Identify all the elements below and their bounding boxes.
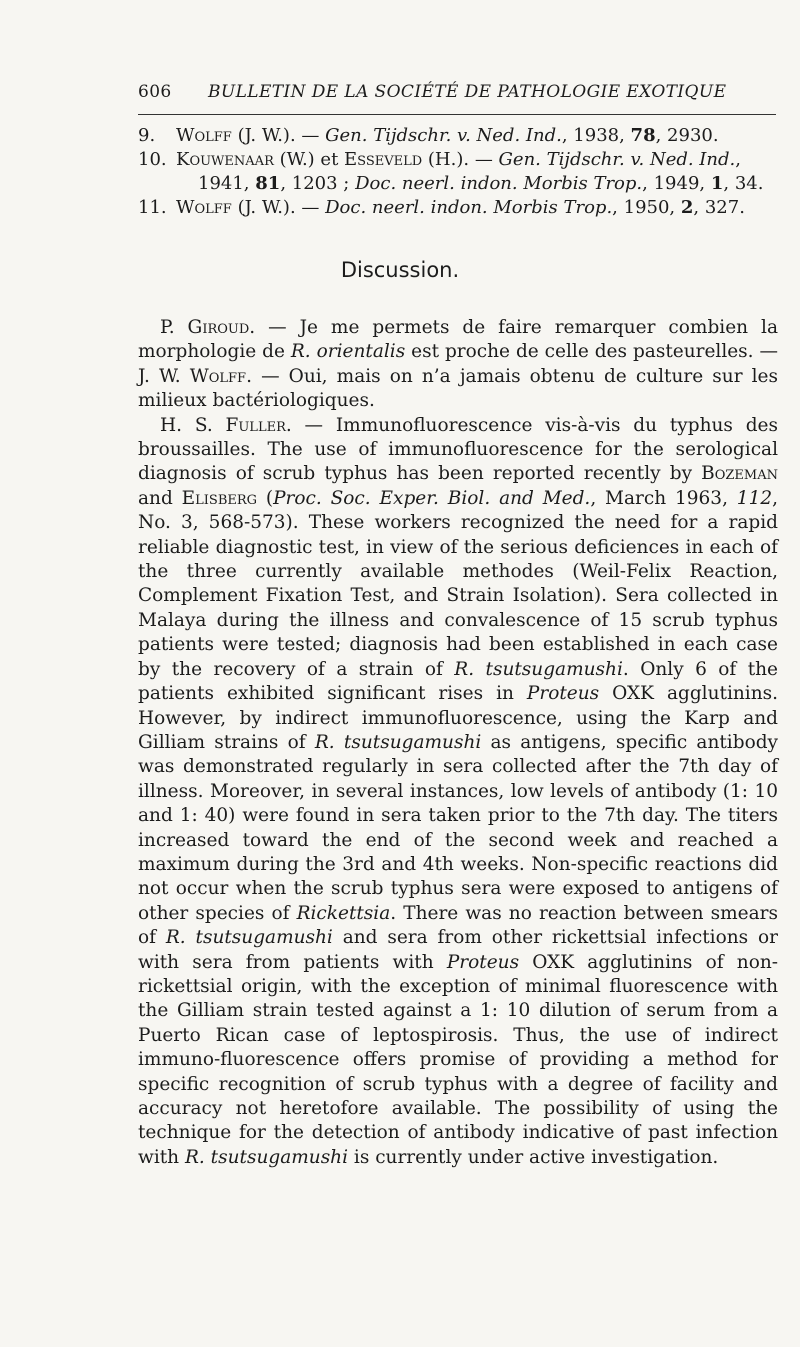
journal-title: BULLETIN DE LA SOCIÉTÉ DE PATHOLOGIE EXOTIQUE bbox=[208, 82, 727, 102]
paragraph-text: as antigens, specific antibody was demonstrated regularly in sera collected after the 7th day of illness. Moreover, in several instances, low levels of antibody (1: 10 and 1: 40) were found in sera taken prior to the 7th day. The titers increased toward the end of the second week and reached a maximum during the 3rd and 4th weeks. Non-specific reactions did not occur when the scrub typhus sera were exposed to antigens of other species of bbox=[138, 731, 778, 924]
reference-pages: , 2930. bbox=[655, 125, 719, 146]
reference-author: Wolff bbox=[176, 125, 232, 146]
cited-author: Elisberg bbox=[181, 487, 258, 509]
species-name: R. tsutsugamushi bbox=[314, 731, 482, 753]
paragraph-text: OXK agglutinins. However, by indirect immunofluorescence, using the Karp and Gilliam strains of bbox=[138, 683, 778, 753]
paragraph-text: , March 1963, bbox=[590, 487, 737, 509]
paragraph-text: . — Immunofluorescence vis-à-vis du typhus des broussailles. The use of immunofluorescence for the serological diagnosis of scrub typhus has been reported recently by bbox=[138, 414, 778, 485]
cited-volume: 112 bbox=[736, 487, 773, 509]
reference-author: Esseveld bbox=[344, 149, 423, 170]
reference-volume: 2 bbox=[680, 197, 694, 218]
reference-year: , 1950, bbox=[612, 197, 681, 218]
paragraph-text: . — Oui, mais on n’a jamais obtenu de culture sur les milieux bactériologiques. bbox=[138, 365, 778, 412]
reference-pages: , 327. bbox=[693, 197, 745, 218]
speaker-name: P. Giroud bbox=[160, 317, 250, 338]
species-name: R. orientalis bbox=[290, 341, 406, 363]
reference-year: , 1949, bbox=[642, 173, 711, 194]
reference-item bbox=[138, 124, 778, 148]
reference-item bbox=[138, 148, 778, 196]
page-number: 606 bbox=[138, 82, 172, 102]
paragraph-text: . There was no reaction between smears of bbox=[138, 902, 778, 949]
species-name: Proteus bbox=[446, 951, 520, 973]
reference-volume: 78 bbox=[630, 125, 656, 146]
paragraph-text: . Only 6 of the patients exhibited significant rises in bbox=[138, 658, 779, 705]
species-name: R. tsutsugamushi bbox=[165, 927, 333, 949]
reference-number: 10. bbox=[138, 149, 167, 170]
cited-author: Bozeman bbox=[701, 463, 778, 485]
reference-item bbox=[138, 196, 778, 220]
reference-list bbox=[138, 124, 778, 220]
reference-initials: (W.) et bbox=[273, 149, 345, 170]
reference-pages: , 1203 ; bbox=[280, 173, 356, 194]
reference-year: , 1941, bbox=[198, 149, 741, 194]
paragraph-text: OXK agglutinins of non-rickettsial origin, with the exception of minimal fluorescence with the Gilliam strain tested against a 1: 10 dilution of serum from a Puerto Rican case of leptospirosis. Thus, the use of indirect immuno-fluorescence offers promise of providing a method for specific recognition of scrub typhus with a degree of facility and accuracy not heretofore available. The possibility of using the technique for the detection of antibody indicative of past infection with bbox=[138, 951, 778, 1168]
reference-author: Kouwenaar bbox=[176, 149, 274, 170]
speaker-name: Wolff bbox=[189, 365, 247, 387]
paragraph-text: and sera from other rickettsial infections or with sera from patients with bbox=[138, 927, 778, 973]
reference-initials: (J. W.). — bbox=[231, 197, 326, 218]
paragraph-text: ( bbox=[257, 487, 274, 509]
reference-source: Doc. neerl. indon. Morbis Trop. bbox=[355, 173, 643, 194]
species-name: Proteus bbox=[526, 683, 600, 705]
reference-initials: (J. W.). — bbox=[231, 125, 326, 146]
reference-source: Gen. Tijdschr. v. Ned. Ind. bbox=[325, 125, 562, 146]
reference-volume: 81 bbox=[255, 173, 281, 194]
section-title: Discussion. bbox=[340, 258, 460, 282]
discussion-paragraph bbox=[138, 414, 778, 1171]
reference-source: Doc. neerl. indon. Morbis Trop. bbox=[325, 197, 613, 218]
speaker-name: H. S. Fuller bbox=[160, 414, 286, 436]
header-rule bbox=[138, 114, 776, 115]
paragraph-text: , No. 3, 568-573). These workers recognized the need for a rapid reliable diagnostic test, in view of the serious deficiences in each of the three currently available methodes (Weil-Felix Reaction, Complement Fixation Test, and Strain Isolation). Sera collected in Malaya during the illness and convalescence of 15 scrub typhus patients were tested; diagnosis had been established in each case by the recovery of a strain of bbox=[138, 487, 778, 680]
reference-pages: , 34. bbox=[723, 173, 764, 194]
paragraph-text: and bbox=[138, 487, 182, 509]
reference-initials: (H.). — bbox=[422, 149, 499, 170]
species-name: R. tsutsugamushi bbox=[184, 1146, 349, 1168]
paragraph-text: est proche de celle des pasteurelles. — J. W. bbox=[138, 341, 779, 387]
reference-year: , 1938, bbox=[561, 125, 631, 146]
reference-number: 11. bbox=[138, 197, 167, 218]
discussion-paragraph bbox=[138, 316, 778, 414]
reference-source: Gen. Tijdschr. v. Ned. Ind. bbox=[498, 149, 736, 170]
discussion-body bbox=[138, 316, 778, 1170]
reference-author: Wolff bbox=[176, 197, 232, 218]
cited-journal: Proc. Soc. Exper. Biol. and Med. bbox=[273, 487, 591, 509]
reference-number: 9. bbox=[138, 125, 156, 146]
species-name: R. tsutsugamushi bbox=[454, 658, 623, 680]
paragraph-text: is currently under active investigation. bbox=[348, 1146, 719, 1168]
paragraph-text: . — Je me permets de faire remarquer combien la morphologie de bbox=[138, 317, 778, 363]
species-name: Rickettsia bbox=[296, 902, 391, 924]
reference-volume: 1 bbox=[710, 173, 724, 194]
